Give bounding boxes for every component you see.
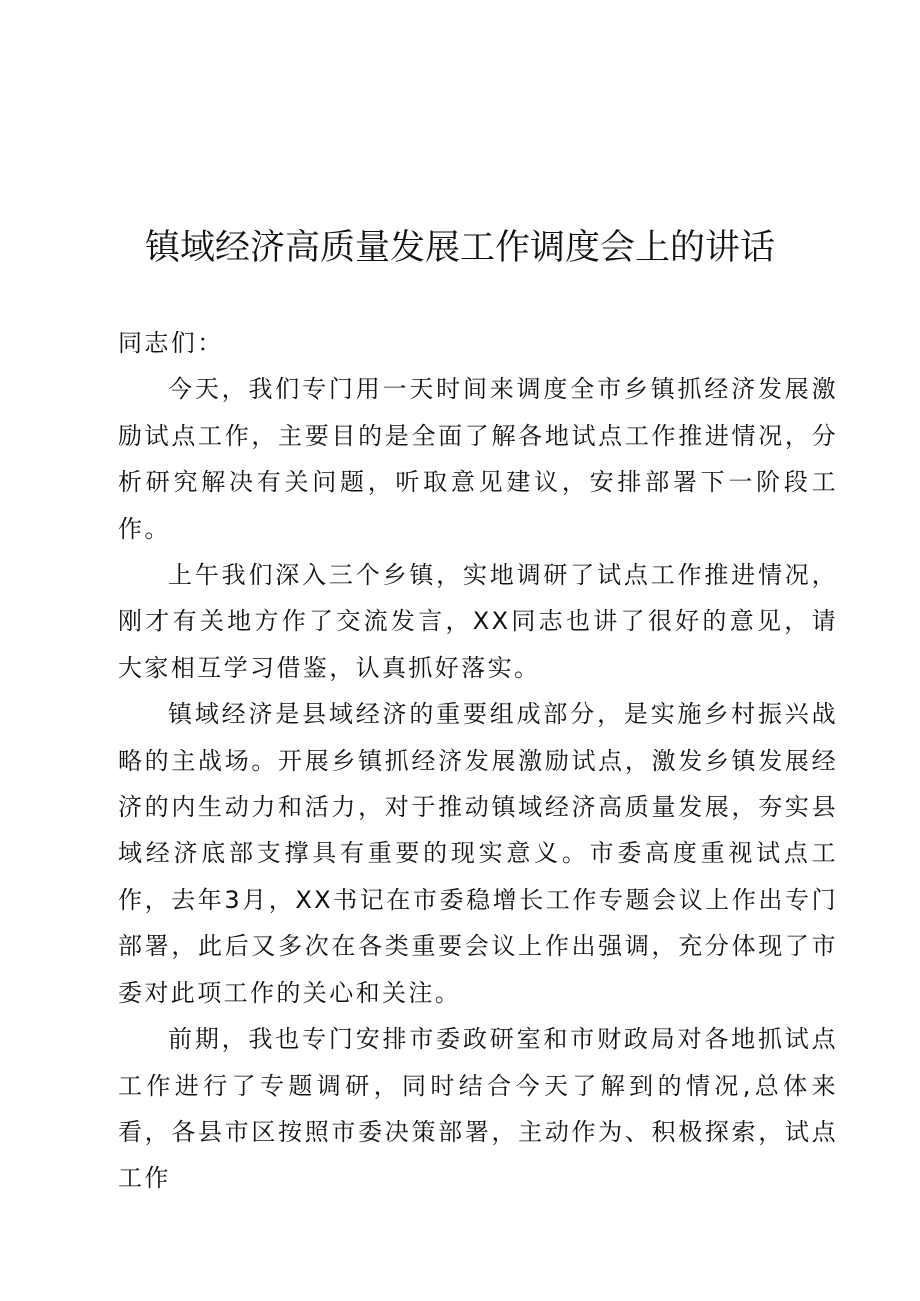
paragraph: 前期，我也专门安排市委政研室和市财政局对各地抓试点工作进行了专题调研，同时结合今天了解到的情况,总体来看，各县市区按照市委决策部署，主动作为、积极探索，试点工作 bbox=[118, 1025, 838, 1193]
salutation: 同志们： bbox=[118, 329, 224, 357]
paragraph: 镇域经济是县域经济的重要组成部分，是实施乡村振兴战略的主战场。开展乡镇抓经济发展激励试点，激发乡镇发展经济的内生动力和活力，对于推动镇域经济高质量发展，夯实县域经济底部支撑具有重要的现实意义。市委高度重视试点工作，去年3月，XX书记在市委稳增长工作专题会议上作出专门部署，此后又多次在各类重要会议上作出强调，充分体现了市委对此项工作的关心和关注。 bbox=[118, 700, 838, 1007]
paragraph: 上午我们深入三个乡镇，实地调研了试点工作推进情况，刚才有关地方作了交流发言，XX同志也讲了很好的意见，请大家相互学习借鉴，认真抓好落实。 bbox=[118, 561, 838, 682]
paragraph: 今天，我们专门用一天时间来调度全市乡镇抓经济发展激励试点工作，主要目的是全面了解各地试点工作推进情况，分析研究解决有关问题，听取意见建议，安排部署下一阶段工作。 bbox=[118, 375, 838, 543]
document-body bbox=[118, 320, 838, 1202]
document-title: 镇域经济高质量发展工作调度会上的讲话 bbox=[144, 228, 775, 268]
